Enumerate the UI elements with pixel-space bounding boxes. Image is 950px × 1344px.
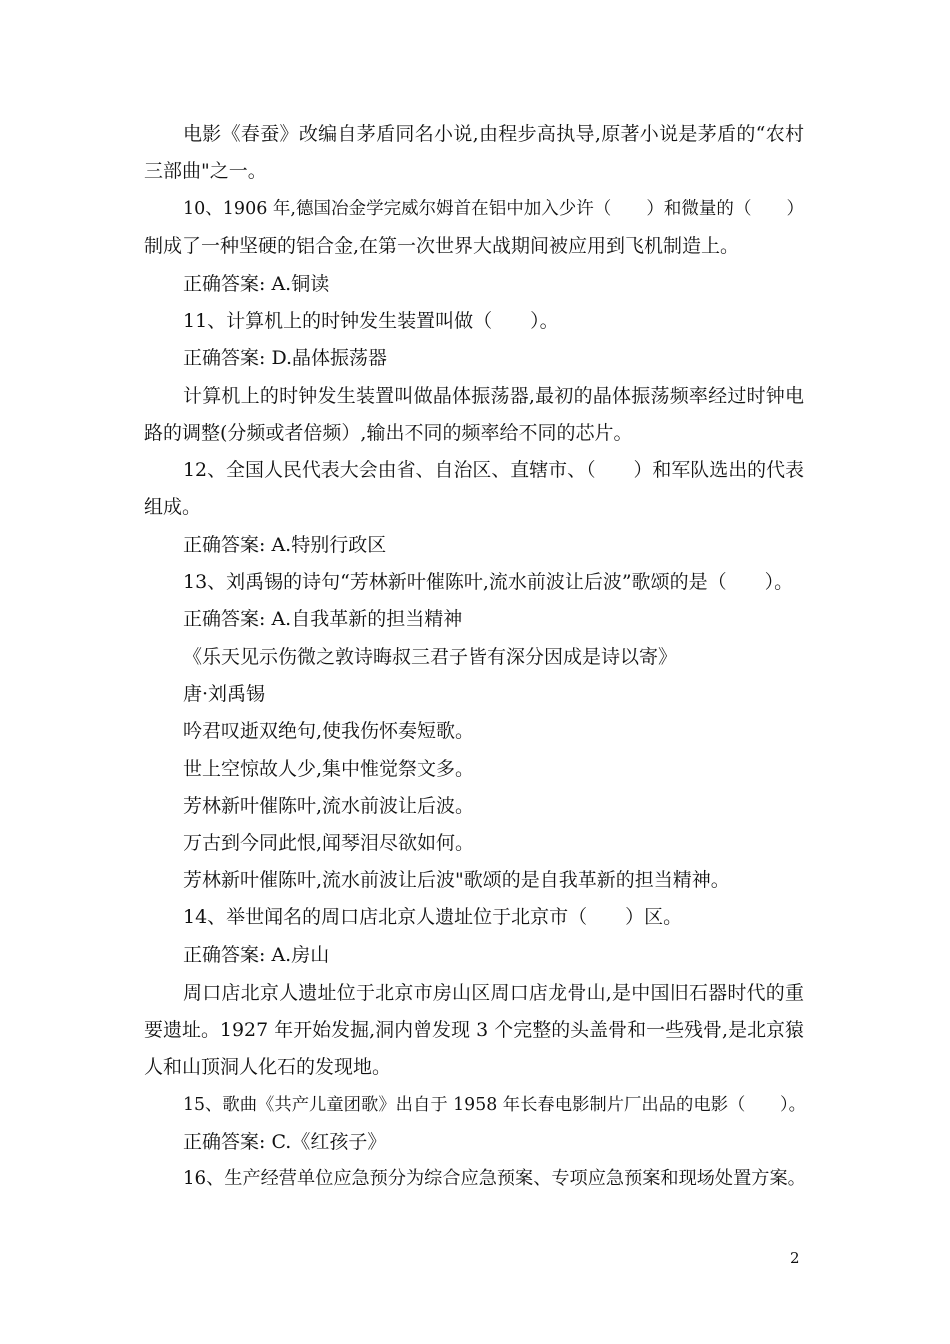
poem-line: 芳林新叶催陈叶,流水前波让后波。 <box>183 795 475 817</box>
answer-line: 正确答案: D.晶体振荡器 <box>183 347 388 369</box>
text-line: 路的调整(分频或者倍频）,输出不同的频率给不同的芯片。 <box>144 422 633 444</box>
answer-line: 正确答案: A.铜读 <box>183 273 330 295</box>
text-line: 要遗址。1927 年开始发掘,洞内曾发现 3 个完整的头盖骨和一些残骨,是北京猿 <box>144 1019 804 1041</box>
text-line: 三部曲"之一。 <box>144 160 267 182</box>
answer-line: 正确答案: A.特别行政区 <box>183 534 387 556</box>
text-line: 制成了一种坚硬的铝合金,在第一次世界大战期间被应用到飞机制造上。 <box>144 235 740 257</box>
question-line: 15、歌曲《共产儿童团歌》出自于 1958 年长春电影制片厂出品的电影（ ）。 <box>183 1095 806 1115</box>
page-number: 2 <box>790 1249 800 1267</box>
text-line: 组成。 <box>144 496 202 518</box>
question-line: 13、刘禹锡的诗句“芳林新叶催陈叶,流水前波让后波”歌颂的是（ ）。 <box>183 571 794 593</box>
text-line: 人和山顶洞人化石的发现地。 <box>144 1056 392 1078</box>
answer-line: 正确答案: C.《红孩子》 <box>183 1131 387 1153</box>
poem-line: 吟君叹逝双绝句,使我伤怀奏短歌。 <box>183 720 475 742</box>
poem-title: 《乐天见示伤微之敦诗晦叔三君子皆有深分因成是诗以寄》 <box>183 646 678 668</box>
answer-line: 正确答案: A.自我革新的担当精神 <box>183 608 463 630</box>
poem-line: 万古到今同此恨,闻琴泪尽欲如何。 <box>183 832 475 854</box>
answer-line: 正确答案: A.房山 <box>183 944 330 966</box>
text-line: 芳林新叶催陈叶,流水前波让后波"歌颂的是自我革新的担当精神。 <box>183 869 730 891</box>
question-line: 14、举世闻名的周口店北京人遗址位于北京市（ ）区。 <box>183 906 683 928</box>
question-line: 11、计算机上的时钟发生装置叫做（ ）。 <box>183 310 559 332</box>
poem-line: 世上空惊故人少,集中惟觉祭文多。 <box>183 758 475 780</box>
question-line: 16、生产经营单位应急预分为综合应急预案、专项应急预案和现场处置方案。 <box>183 1168 806 1189</box>
question-line: 12、全国人民代表大会由省、自治区、直辖市、（ ）和军队选出的代表 <box>183 459 804 481</box>
text-line: 周口店北京人遗址位于北京市房山区周口店龙骨山,是中国旧石器时代的重 <box>183 982 804 1004</box>
poem-author: 唐·刘禹锡 <box>183 683 266 705</box>
text-line: 电影《春蚕》改编自茅盾同名小说,由程步高执导,原著小说是茅盾的“农村 <box>183 123 804 145</box>
text-line: 10、1906 年,德国冶金学完威尔姆首在铝中加入少许（ ）和微量的（ ） <box>183 199 804 219</box>
text-line: 计算机上的时钟发生装置叫做晶体振荡器,最初的晶体振荡频率经过时钟电 <box>183 385 804 407</box>
